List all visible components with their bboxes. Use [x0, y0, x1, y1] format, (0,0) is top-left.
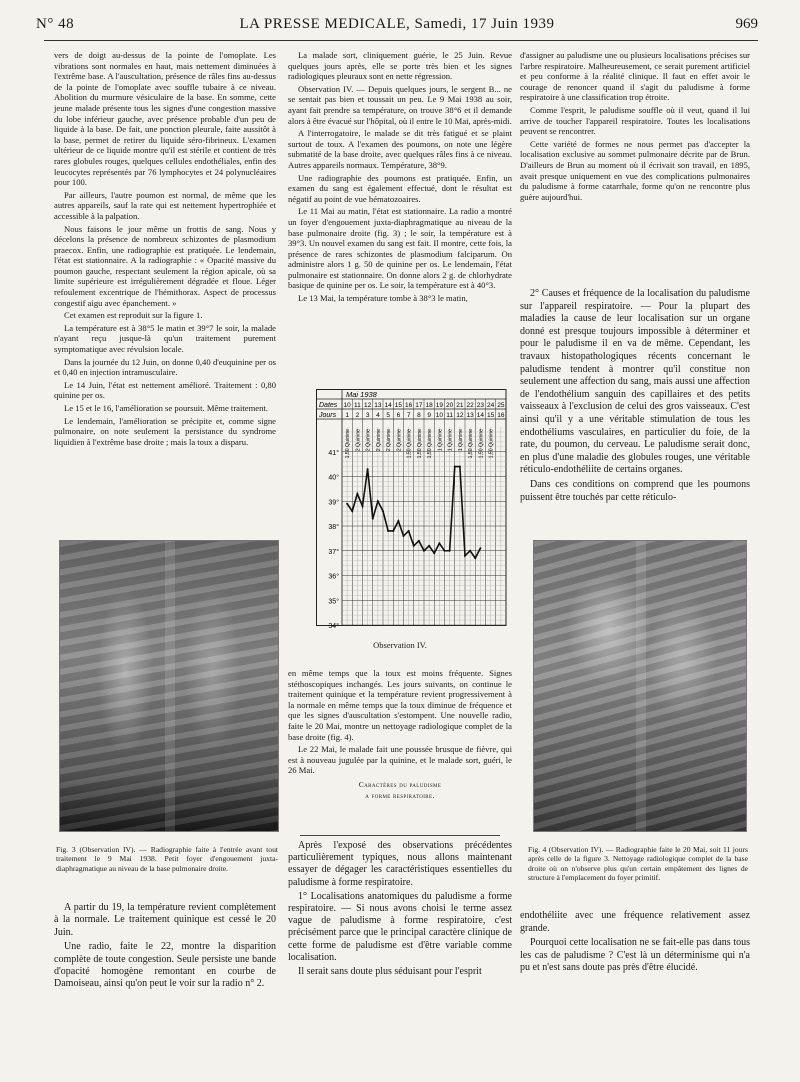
- paragraph: Nous faisons le jour même un frottis de sang. Nous y décelons la présence de nombreux schizontes de plasmodium praecox. Enfin, une radiographie est pratiquée. Le lendemain, l'état est stationnaire. A la radiographie : « Opacité massive du poumon gauche, respectant seulement la région apicale, où sa limite supérieure est irrégulièrement dégradée et floue. Léger refoulement excentrique de l'hémithorax. Aspect de processus congestif aigu avec épanchement. »: [54, 223, 276, 308]
- radiograph-fig3: [59, 540, 279, 832]
- day-label: 11: [446, 412, 453, 419]
- paragraph: Le 11 Mai au matin, l'état est stationnaire. La radio a montré un foyer d'engouement juxta-diaphragmatique au niveau de la base pulmonaire droite (fig. 3) ; le soir, la température est à 39°3. Un nouvel examen du sang est fait. Il montre, cette fois, la présence de rares schizontes de plasmodium falciparum. On administre alors 1 g. 50 de quinine per os. Le lendemain, l'état pulmonaire est stationnaire. On donne alors 2 g. de chlorhydrate basique de quinine per os. Le soir, la température est à 40°3.: [288, 206, 512, 291]
- temperature-point: [479, 547, 481, 549]
- paragraph: Observation IV. — Depuis quelques jours, le sergent B... ne se sentait pas bien et toussait un peu. Le 9 Mai 1938 au soir, ayant fait prendre sa température, on trouve 38°6 et il demande alors à être évacué sur l'hôpital, où il entre le 10 Mai, après-midi.: [288, 83, 512, 126]
- y-tick-label: 34°: [328, 623, 339, 629]
- treatment-label: 1 Quinine: [447, 429, 454, 452]
- journal-title: LA PRESSE MEDICALE, Samedi, 17 Juin 1939: [239, 16, 555, 32]
- treatment-label: 1 Quinine: [437, 429, 444, 452]
- paragraph: 1° Localisations anatomiques du paludisme a forme respiratoire. — Si nous avons choisi le terme assez vague de paludisme à forme respiratoire, c'est précisément parce que le principal caractère clinique de cette forme de paludisme est d'être variable comme localisation.: [288, 890, 512, 963]
- temperature-point: [408, 530, 410, 532]
- temperature-point: [362, 505, 364, 507]
- section-heading-line-2: a forme respiratoire.: [365, 790, 435, 800]
- treatment-label: 2 Quinine: [396, 429, 403, 452]
- date-label: 10: [343, 402, 351, 409]
- day-label: 12: [456, 412, 464, 419]
- y-tick-label: 37°: [328, 548, 339, 556]
- row-label-dates: Dates: [319, 402, 338, 409]
- day-label: 8: [417, 412, 421, 419]
- page-number: 969: [735, 16, 758, 32]
- column-2-continued: [288, 668, 512, 807]
- treatment-label: 1,50 Quinine: [488, 429, 495, 459]
- treatment-label: 2 Quinine: [375, 429, 382, 452]
- treatment-label: 1,50 Quinine: [478, 429, 485, 459]
- y-tick-label: 38°: [328, 524, 339, 531]
- section-divider: [300, 835, 500, 836]
- paragraph: Le 13 Mai, la température tombe à 38°3 le matin,: [298, 293, 468, 304]
- column-3-section-2: [520, 288, 750, 506]
- temperature-point: [433, 552, 435, 554]
- y-tick-label: 41°: [328, 449, 339, 457]
- paragraph: A partir du 19, la température revient complètement à la normale. Le traitement quinique est cessé le 20 Juin.: [54, 902, 276, 938]
- temperature-point: [382, 510, 384, 512]
- column-1: [54, 50, 276, 449]
- paragraph: Le 14 Juin, l'état est nettement amélioré. Traitement : 0,80 quinine per os.: [54, 379, 276, 401]
- paragraph: Le 15 et le 16, l'amélioration se poursuit. Même traitement.: [64, 403, 268, 413]
- date-label: 14: [384, 402, 392, 409]
- date-label: 21: [456, 402, 464, 409]
- paragraph: endothéliite avec une fréquence relativement assez grande.: [520, 910, 750, 934]
- day-label: 15: [487, 412, 495, 419]
- paragraph: A l'interrogatoire, le malade se dit très fatigué et se plaint surtout de toux. A l'examen des poumons, on note une légère submatité de la base droite, avec quelques râles fins à ce niveau. Autres appareils normaux. Température, 38°9.: [288, 128, 512, 170]
- column-2-bottom: [288, 840, 512, 980]
- temperature-point: [438, 542, 440, 544]
- y-tick-label: 40°: [328, 474, 339, 482]
- treatment-label: 2 Quinine: [355, 429, 362, 452]
- temperature-chart: [316, 389, 509, 629]
- header-rule: [44, 40, 758, 41]
- temperature-point: [449, 550, 451, 552]
- chart-frame: [317, 390, 507, 626]
- temperature-chart-svg: [316, 389, 509, 629]
- day-label: 5: [386, 412, 390, 419]
- date-label: 19: [435, 402, 443, 409]
- day-label: 16: [497, 412, 505, 419]
- column-1-bottom: [54, 902, 276, 993]
- column-2: [288, 50, 512, 306]
- day-label: 13: [466, 412, 474, 419]
- date-label: 18: [425, 402, 433, 409]
- paragraph: Une radiographie des poumons est pratiquée. Enfin, un examen du sang est également effectué, dont le résultat est négatif au point de vue hématozoaires.: [288, 172, 512, 204]
- y-tick-label: 39°: [328, 499, 339, 507]
- y-tick-label: 36°: [328, 573, 339, 581]
- date-label: 11: [354, 402, 361, 409]
- temperature-point: [367, 468, 369, 470]
- paragraph: Le 22 Mai, le malade fait une poussée brusque de fièvre, qui est à nouveau jugulée par la quinine, et le malade sort, guéri, le 26 Mai.: [288, 744, 512, 776]
- temperature-point: [397, 520, 399, 522]
- paragraph: La malade sort, cliniquement guérie, le 25 Juin. Revue quelques jours après, elle se porte très bien et les signes radiologiques pleuraux sont en nette régression.: [288, 50, 512, 82]
- paragraph: Dans la journée du 12 Juin, on donne 0,40 d'euquinine per os et 0,40 en injection intramusculaire.: [54, 356, 276, 378]
- y-tick-label: 35°: [328, 598, 339, 606]
- column-3-bottom: [520, 910, 750, 977]
- temperature-point: [377, 500, 379, 502]
- treatment-label: 2 Quinine: [386, 429, 393, 452]
- issue-number: N° 48: [36, 16, 75, 32]
- date-label: 20: [446, 402, 454, 409]
- day-label: 2: [355, 412, 360, 419]
- paragraph: Le lendemain, l'amélioration se précipite et, comme signe pulmonaire, on note seulement la persistance du syndrome liquidien à l'extrême base droite ; mais la toux a disparu.: [54, 415, 276, 447]
- radiograph-fig4: [533, 540, 747, 832]
- temperature-point: [351, 510, 353, 512]
- temperature-point: [464, 555, 466, 557]
- temperature-point: [423, 550, 425, 552]
- treatment-label: 1,50 Quinine: [416, 429, 423, 459]
- paragraph: vers de doigt au-dessus de la pointe de l'omoplate. Les vibrations sont normales en haut, mais nettement diminuées à l'extrême base. A l'auscultation, présence de râles fins au-dessus de la pointe de l'omoplate avec souffle tubaire à ce niveau. Abolition du murmure vésiculaire de la base. En somme, cette jeune malade présente tous les signes d'une congestion massive du lobe inférieur gauche, avec présence probable d'un peu de liquide à la base. De fait, une ponction pleurale, faite aussitôt à la base, permet de retirer du liquide séro-fibrineux. L'examen ultérieur de ce liquide montre qu'il est stérile et contient de très rares globules rouges, quelques cellules endothéliales, enfin des leucocytes représentés par 76 lymphocytes et 24 polynucléaires pour 100.: [54, 50, 276, 188]
- temperature-point: [459, 466, 461, 468]
- treatment-label: 1,50 Quinine: [406, 429, 413, 459]
- paragraph: Par ailleurs, l'autre poumon est normal, de même que les autres appareils, sauf la rate qui est nettement hypertrophiée et accessible à la palpation.: [54, 189, 276, 221]
- day-label: 4: [376, 412, 380, 419]
- day-label: 7: [406, 412, 411, 419]
- paragraph: d'assigner au paludisme une ou plusieurs localisations précises sur l'arbre respiratoire. Malheureusement, ce serait purement artificiel et peu conforme à la réalité clinique. Il faut en effet avoir le courage de renoncer quand il s'agit du paludisme à forme respiratoire à une classification trop étroite.: [520, 50, 750, 103]
- temperature-point: [403, 535, 405, 537]
- date-label: 13: [374, 402, 382, 409]
- paragraph: Il serait sans doute plus séduisant pour l'esprit: [298, 966, 482, 978]
- treatment-label: 1,50 Quinine: [345, 429, 352, 459]
- treatment-label: 1 Quinine: [457, 429, 464, 452]
- day-label: 14: [476, 412, 484, 419]
- row-label-jours: Jours: [319, 412, 337, 419]
- day-label: 10: [435, 412, 443, 419]
- day-label: 1: [345, 412, 349, 419]
- temperature-point: [469, 550, 471, 552]
- paragraph: Comme l'esprit, le paludisme souffle où il veut, quand il lui arrive de toucher l'appareil respiratoire. Toutes les localisations peuvent se rencontrer.: [520, 104, 750, 137]
- date-label: 24: [487, 402, 495, 409]
- day-label: 3: [365, 412, 370, 419]
- date-label: 23: [476, 402, 484, 409]
- paragraph: Pourquoi cette localisation ne se fait-elle pas dans tous les cas de paludisme ? C'est là un déterminisme qui n'a pu et n'est sans doute pas près d'être élucidé.: [520, 937, 750, 974]
- date-label: 17: [415, 402, 423, 409]
- temperature-point: [356, 493, 358, 495]
- paragraph: Une radio, faite le 22, montre la disparition complète de toute congestion. Seule persiste une bande d'opacité homogène remontant en courbe de Damoiseau, ainsi qu'on peut le voir sur la radio n° 2.: [54, 941, 276, 990]
- month-label: Mai 1938: [346, 390, 377, 399]
- date-label: 22: [466, 402, 474, 409]
- treatment-label: 1,50 Quinine: [468, 429, 475, 459]
- temperature-point: [346, 503, 348, 505]
- treatment-label: 1,50 Quinine: [427, 429, 434, 459]
- temperature-point: [372, 518, 374, 520]
- page-header: [36, 16, 758, 36]
- paragraph: en même temps que la toux est moins fréquente. Signes stéthoscopiques inchangés. Les jours suivants, on continue le traitement quinique et la température revient progressivement à la normale en même temps que la toux diminue de fréquence et que les signes d'auscultation s'estompent. Une nouvelle radio, faite le 20 Mai, montre un nettoyage radiologique complet de la base droite (fig. 4).: [288, 668, 512, 742]
- date-label: 12: [364, 402, 372, 409]
- fig4-caption: Fig. 4 (Observation IV). — Radiographie faite le 20 Mai, soit 11 jours après celle de la figure 3. Nettoyage radiologique complet de la base droite où on n'observe plus qu'un certain empâtement des lignes de structure à l'emplacement du foyer primitif.: [528, 845, 748, 883]
- paragraph: Cette variété de formes ne nous permet pas d'accepter la localisation exclusive au sommet pulmonaire décrite par de Brun. D'ailleurs de Brun au moment où il écrivait son travail, en 1895, avait presque uniquement en vue des complications pulmonaires du paludisme à forme catarrhale, forme qu'on ne rencontre plus guère aujourd'hui.: [520, 138, 750, 202]
- treatment-label: 2 Quinine: [365, 429, 372, 452]
- paragraph: Après l'exposé des observations précédentes particulièrement typiques, nous allons maintenant essayer de dégager les caractéristiques essentielles du paludisme à forme respiratoire.: [288, 840, 512, 888]
- temperature-point: [474, 557, 476, 559]
- temperature-point: [413, 545, 415, 547]
- date-label: 16: [405, 402, 413, 409]
- date-label: 25: [497, 402, 505, 409]
- paragraph: Cet examen est reproduit sur la figure 1.: [64, 310, 203, 321]
- section-heading-line-1: Caractères du paludisme: [358, 779, 442, 789]
- paragraph: Dans ces conditions on comprend que les poumons puissent être touchés par cette réticulo-: [520, 478, 750, 503]
- paragraph: La température est à 38°5 le matin et 39°7 le soir, la malade n'ayant reçu jusque-là qu'un traitement purement symptomatique avec révulsion locale.: [54, 322, 276, 355]
- temperature-point: [454, 466, 456, 468]
- temperature-point: [428, 545, 430, 547]
- temperature-point: [444, 550, 446, 552]
- day-label: 9: [427, 412, 431, 419]
- day-label: 6: [396, 412, 401, 419]
- section-heading: [288, 780, 512, 801]
- paragraph: 2° Causes et fréquence de la localisation du paludisme sur l'appareil respiratoire. — Pour la plupart des maladies la cause de leur localisation sur un organe donné est presque toujours impossible à déterminer et pour le paludisme il en va de même. Cependant, les travaux histopathologiques récents concernant le paludisme tendent à montrer qu'il constitue non seulement une affection du sang, mais aussi une affection de l'endothélium sanguin des capillaires et des petits vaisseaux à l'exclusion de celui des gros vaisseaux. C'est ainsi qu'il y a une véritable stimulation de tous les endothéliums vasculaires, en particulier du foie, de la rate, du poumon, du cerveau. Le paludisme serait donc, en plus d'une maladie des globules rouges, une véritable réticulo-endothéliite de certains organes.: [520, 288, 750, 476]
- temperature-point: [418, 540, 420, 542]
- chart-caption: Observation IV.: [373, 640, 427, 650]
- temperature-point: [387, 530, 389, 532]
- fig3-caption: Fig. 3 (Observation IV). — Radiographie faite à l'entrée avant tout traitement le 9 Mai 1938. Petit foyer d'engouement juxta-diaphragmatique au niveau de la base pulmonaire droite.: [56, 845, 278, 873]
- temperature-point: [392, 530, 394, 532]
- column-3: [520, 50, 750, 204]
- date-label: 15: [394, 402, 402, 409]
